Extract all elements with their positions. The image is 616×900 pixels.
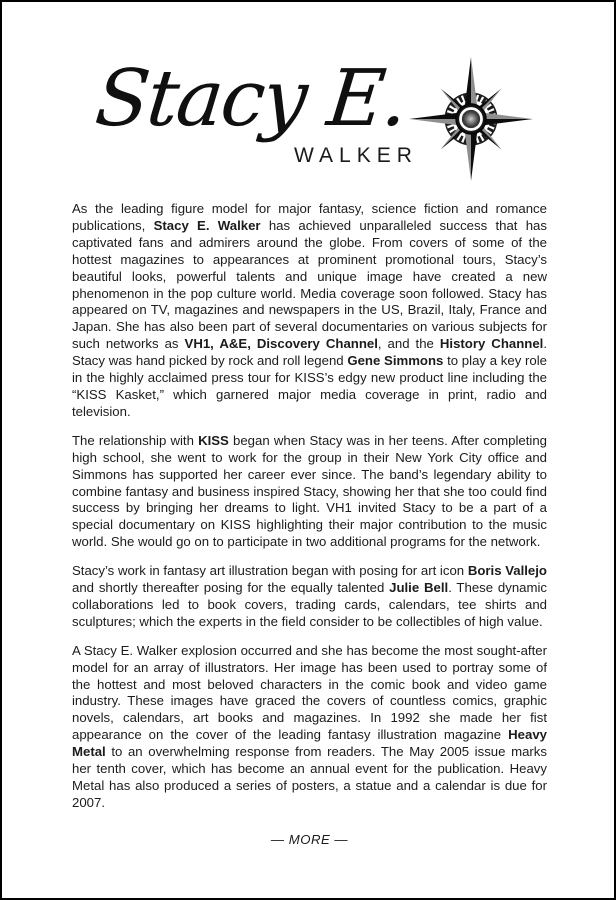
text-run: . Stacy was hand picked by rock and roll legend <box>72 336 547 369</box>
compass-star-icon <box>408 56 534 182</box>
text-run: to play a key role in the highly acclaimed press tour for KISS’s edgy new product line including the “KISS Kasket,” which garnered major media coverage in print, radio and television. <box>72 353 547 419</box>
text-run: has achieved unparalleled success that has captivated fans and admirers around the globe. From covers of some of the hottest magazines to appearances at prominent promotional tours, Stacy’s beautiful looks, powerful talents and unique image have created a new phenomenon in the pop culture world. Media coverage soon followed. Stacy has appeared on TV, magazines and newspapers in the US, Brazil, Italy, France and Japan. She has also been part of several documentaries on various subjects for such networks as <box>72 217 547 352</box>
logo <box>2 2 616 197</box>
text-run: began when Stacy was in her teens. After completing high school, she went to work for the group in their New York City office and Simmons has supported her career ever since. The band’s legendary ability to combine fantasy and business inspired Stacy, showing her that she too could find success by bringing her dreams to light. VH1 invited Stacy to be a part of a special documentary on KISS highlighting their major contribution to the music world. She would go on to participate in two additional programs for the network. <box>72 432 547 550</box>
text-run: and shortly thereafter posing for the equally talented <box>72 580 390 596</box>
bold-text: Julie Bell <box>389 580 449 596</box>
bold-text: Stacy E. Walker <box>153 217 261 233</box>
text-run: A Stacy E. Walker explosion occurred and she has become the most sought-after model for an array of illustrators. Her image has been used to portray some of the hottest and most beloved characters in the comic book and video game industry. These images have graced the covers of countless comics, graphic novels, calendars, art books and magazines. In 1992 she made her fist appearance on the cover of the leading fantasy illustration magazine <box>72 642 547 743</box>
paragraph <box>72 433 547 551</box>
bold-text: KISS <box>198 432 229 448</box>
text-run: to an overwhelming response from readers. The May 2005 issue marks her tenth cover, which has become an annual event for the publication. Heavy Metal has also produced a series of posters, a statue and a calendar is due for 2007. <box>72 744 547 810</box>
bold-text: Heavy Metal <box>72 727 547 760</box>
more-indicator: — MORE — <box>270 831 349 847</box>
text-run: Stacy’s work in fantasy art illustration began with posing for art icon <box>72 563 468 579</box>
text-run: . These dynamic collaborations led to book covers, trading cards, calendars, tee shirts and sculptures; which the experts in the field consider to be collectibles of high value. <box>72 580 548 629</box>
bold-text: VH1, A&E, Discovery Channel <box>184 336 378 352</box>
bold-text: Boris Vallejo <box>467 563 547 579</box>
logo-name-subtitle: WALKER <box>294 144 418 167</box>
paragraph <box>72 563 547 631</box>
text-run: The relationship with <box>72 432 199 448</box>
bold-text: History Channel <box>439 336 544 352</box>
text-run: As the leading figure model for major fantasy, science fiction and romance publications, <box>72 201 547 233</box>
paragraph <box>72 643 547 812</box>
body-paragraphs <box>72 201 547 812</box>
page-body <box>72 201 547 849</box>
text-run: , and the <box>377 336 440 352</box>
logo-name-script: Stacy E. <box>91 54 411 144</box>
bold-text: Gene Simmons <box>347 353 444 369</box>
paragraph <box>72 201 547 421</box>
